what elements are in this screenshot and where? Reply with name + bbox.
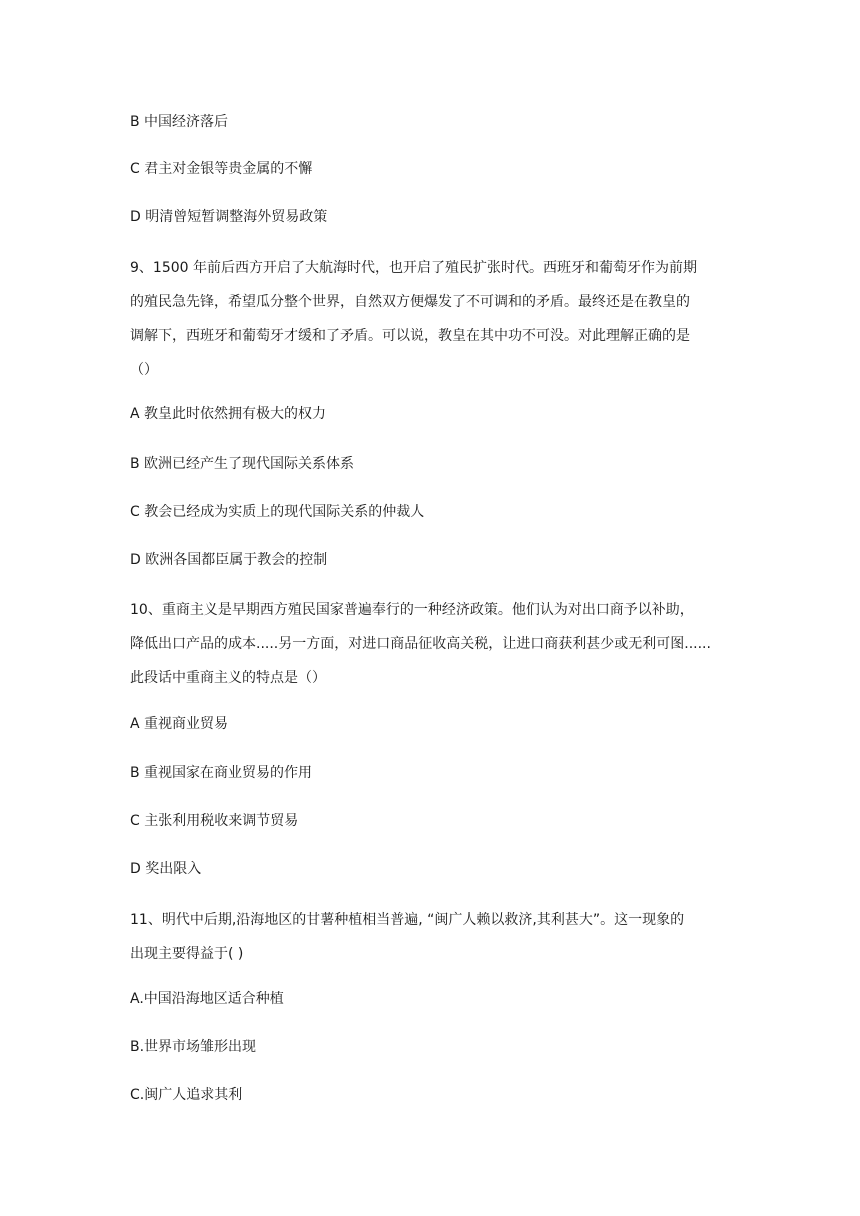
q10-option-c: C 主张利用税收来调节贸易	[130, 813, 299, 829]
q9-stem	[130, 251, 734, 387]
q10-stem-line: 降低出口产品的成本.....另一方面，对进口商品征收高关税，让进口商获利甚少或无利可图......	[130, 636, 711, 652]
q9-stem-line: 9、1500 年前后西方开启了大航海时代，也开启了殖民扩张时代。西班牙和葡萄牙作为前期	[130, 260, 697, 276]
q11-stem	[130, 903, 734, 971]
q9-option-c: C 教会已经成为实质上的现代国际关系的仲裁人	[130, 504, 425, 520]
q9-option-b: B 欧洲已经产生了现代国际关系体系	[130, 456, 355, 472]
q10-stem-line: 此段话中重商主义的特点是（）	[130, 670, 326, 686]
q10-stem-line: 10、重商主义是早期西方殖民国家普遍奉行的一种经济政策。他们认为对出口商予以补助，	[130, 602, 694, 618]
q11-option-c: C.闽广人追求其利	[130, 1087, 243, 1103]
q9-stem-line: 的殖民急先锋，希望瓜分整个世界，自然双方便爆发了不可调和的矛盾。最终还是在教皇的	[130, 294, 690, 310]
q10-option-b: B 重视国家在商业贸易的作用	[130, 765, 313, 781]
q9-stem-line: （）	[130, 362, 158, 378]
q8-option-b: B 中国经济落后	[130, 114, 229, 130]
q9-option-d: D 欧洲各国都臣属于教会的控制	[130, 552, 328, 568]
q11-option-b: B.世界市场雏形出现	[130, 1039, 257, 1055]
q10-option-d: D 奖出限入	[130, 861, 202, 877]
q11-option-a: A.中国沿海地区适合种植	[130, 991, 284, 1007]
q8-option-c: C 君主对金银等贵金属的不懈	[130, 161, 313, 177]
q8-option-d: D 明清曾短暂调整海外贸易政策	[130, 209, 328, 225]
q9-stem-line: 调解下，西班牙和葡萄牙才缓和了矛盾。可以说，教皇在其中功不可没。对此理解正确的是	[130, 328, 690, 344]
q11-stem-line: 出现主要得益于( )	[130, 946, 244, 962]
q10-stem	[130, 593, 734, 695]
q10-option-a: A 重视商业贸易	[130, 716, 229, 732]
q9-option-a: A 教皇此时依然拥有极大的权力	[130, 406, 327, 422]
q11-stem-line: 11、明代中后期,沿海地区的甘薯种植相当普遍, “闽广人赖以救济,其利甚大”。这一现象的	[130, 912, 685, 928]
